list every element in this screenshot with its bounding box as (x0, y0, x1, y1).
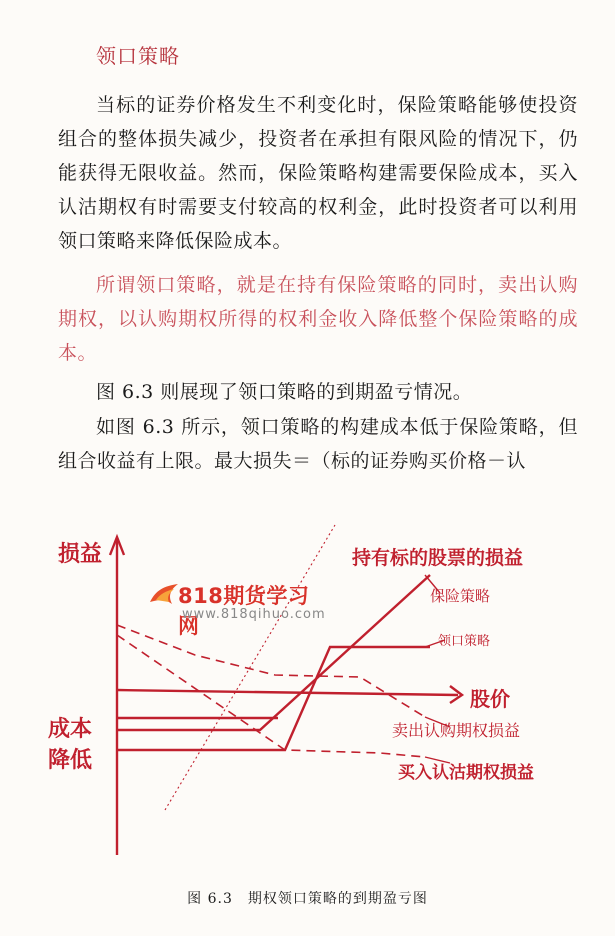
stock-payoff-line (165, 525, 335, 810)
long-put-label: 买入认沽期权损益 (398, 763, 534, 783)
collar-strategy-label: 领口策略 (438, 634, 491, 649)
protective-strategy-label: 保险策略 (430, 587, 491, 605)
paragraph-figure-ref: 图 6.3 则展现了领口策略的到期盈亏情况。 (96, 381, 473, 403)
watermark-brand: 818期货学习网 (178, 584, 310, 638)
flame-logo-icon (148, 580, 182, 606)
site-watermark (148, 580, 326, 638)
paragraph-analysis: 如图 6.3 所示，领口策略的构建成本低于保险策略，但组合收益有上限。最大损失＝（标的证券购买价格－认 (58, 416, 578, 472)
figure-caption: 图 6.3 期权领口策略的到期盈亏图 (187, 891, 428, 907)
paragraph-intro: 当标的证券价格发生不利变化时，保险策略能够使投资组合的整体损失减少，投资者在承担有限风险的情况下，仍能获得无限收益。然而，保险策略构建需要保险成本，买入认沽期权有时需要支付较高的权利金，此时投资者可以利用领口策略来降低保险成本。 (58, 94, 578, 252)
cost-label-line1: 成本 (48, 717, 93, 742)
x-axis (117, 690, 458, 695)
collar-strategy-line (117, 647, 430, 750)
x-axis-label: 股价 (470, 687, 510, 711)
long-put-line (117, 635, 425, 757)
cost-label-line2: 降低 (48, 748, 93, 773)
stock-payoff-label: 持有标的股票的损益 (352, 547, 524, 569)
short-call-label: 卖出认购期权损益 (392, 721, 521, 740)
section-heading: 领口策略 (96, 44, 180, 68)
paragraph-definition: 所谓领口策略，就是在持有保险策略的同时，卖出认购期权，以认购期权所得的权利金收入降低整个保险策略的成本。 (58, 274, 578, 364)
watermark-url: www.818qihuo.com (182, 607, 326, 622)
y-axis-label: 损益 (58, 542, 103, 567)
